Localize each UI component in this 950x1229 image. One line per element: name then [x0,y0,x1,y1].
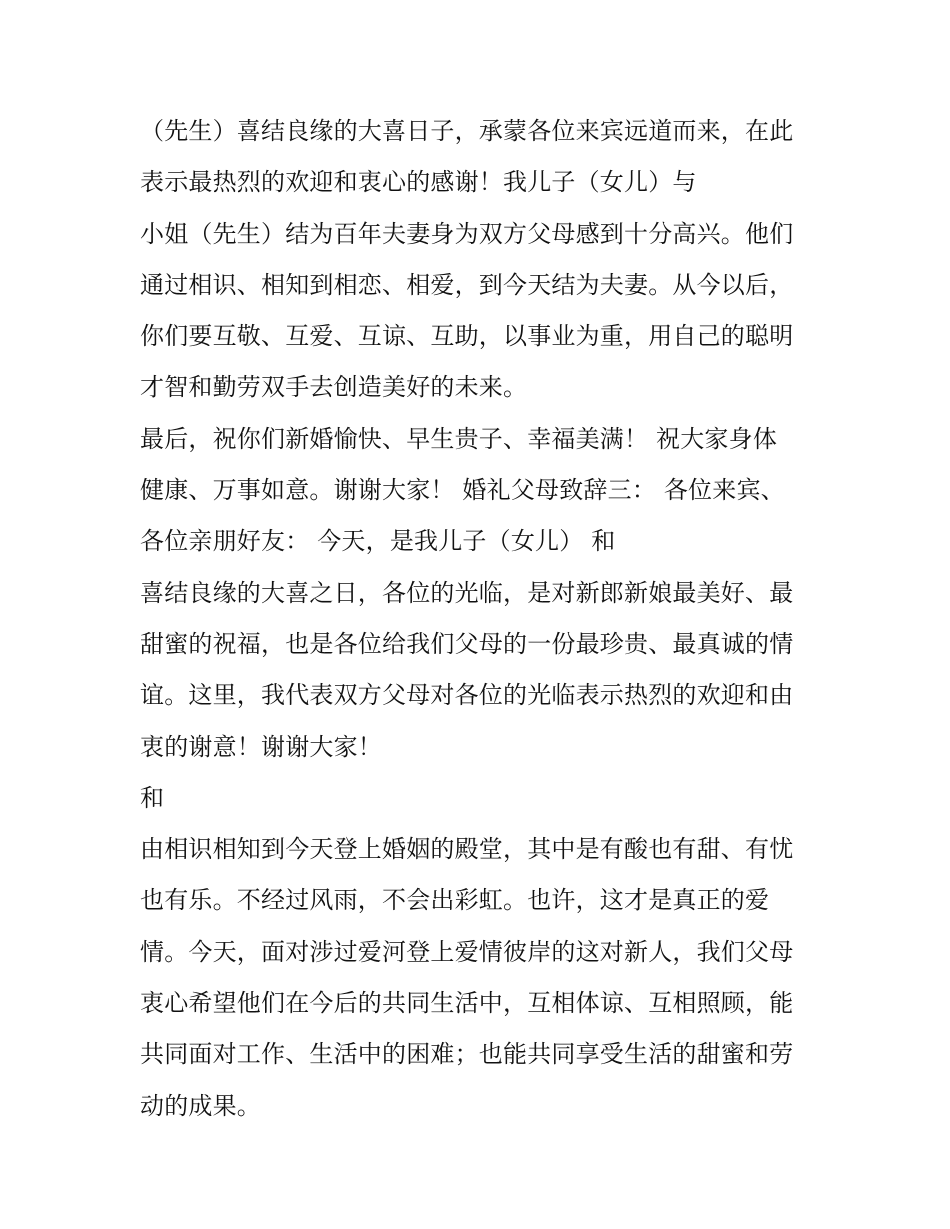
text-line: 你们要互敬、互爱、互谅、互助，以事业为重，用自己的聪明 [140,322,794,351]
text-line: 由相识相知到今天登上婚姻的殿堂，其中是有酸也有甜、有忧 [140,835,794,864]
text-line: 情。今天，面对涉过爱河登上爱情彼岸的这对新人，我们父母 [140,937,794,966]
text-line: 和 [140,783,165,812]
text-line: 共同面对工作、生活中的困难；也能共同享受生活的甜蜜和劳 [140,1040,794,1069]
text-line: 才智和勤劳双手去创造美好的未来。 [140,373,528,402]
text-line: 喜结良缘的大喜之日，各位的光临，是对新郎新娘最美好、最 [140,578,794,607]
text-line: 谊。这里，我代表双方父母对各位的光临表示热烈的欢迎和由 [140,681,794,710]
text-line: 健康、万事如意。谢谢大家！ 婚礼父母致辞三： 各位来宾、 [140,476,785,505]
text-line: 通过相识、相知到相恋、相爱，到今天结为夫妻。从今以后， [140,270,794,299]
text-line: （先生）喜结良缘的大喜日子，承蒙各位来宾远道而来，在此 [140,117,794,145]
text-line: 衷的谢意！谢谢大家！ [140,732,382,761]
text-line: 动的成果。 [140,1091,261,1120]
document-body [140,106,820,1132]
text-line: 也有乐。不经过风雨，不会出彩虹。也许，这才是真正的爱 [140,886,770,915]
text-line: 甜蜜的祝福，也是各位给我们父母的一份最珍贵、最真诚的情 [140,629,794,658]
text-line: 最后，祝你们新婚愉快、早生贵子、幸福美满！ 祝大家身体 [140,424,778,453]
text-line: 衷心希望他们在今后的共同生活中，互相体谅、互相照顾，能 [140,989,794,1018]
text-line: 各位亲朋好友： 今天，是我儿子（女儿） 和 [140,527,616,556]
text-line: 表示最热烈的欢迎和衷心的感谢！我儿子（女儿）与 [140,168,697,197]
text-line: 小姐（先生）结为百年夫妻身为双方父母感到十分高兴。他们 [140,219,794,248]
